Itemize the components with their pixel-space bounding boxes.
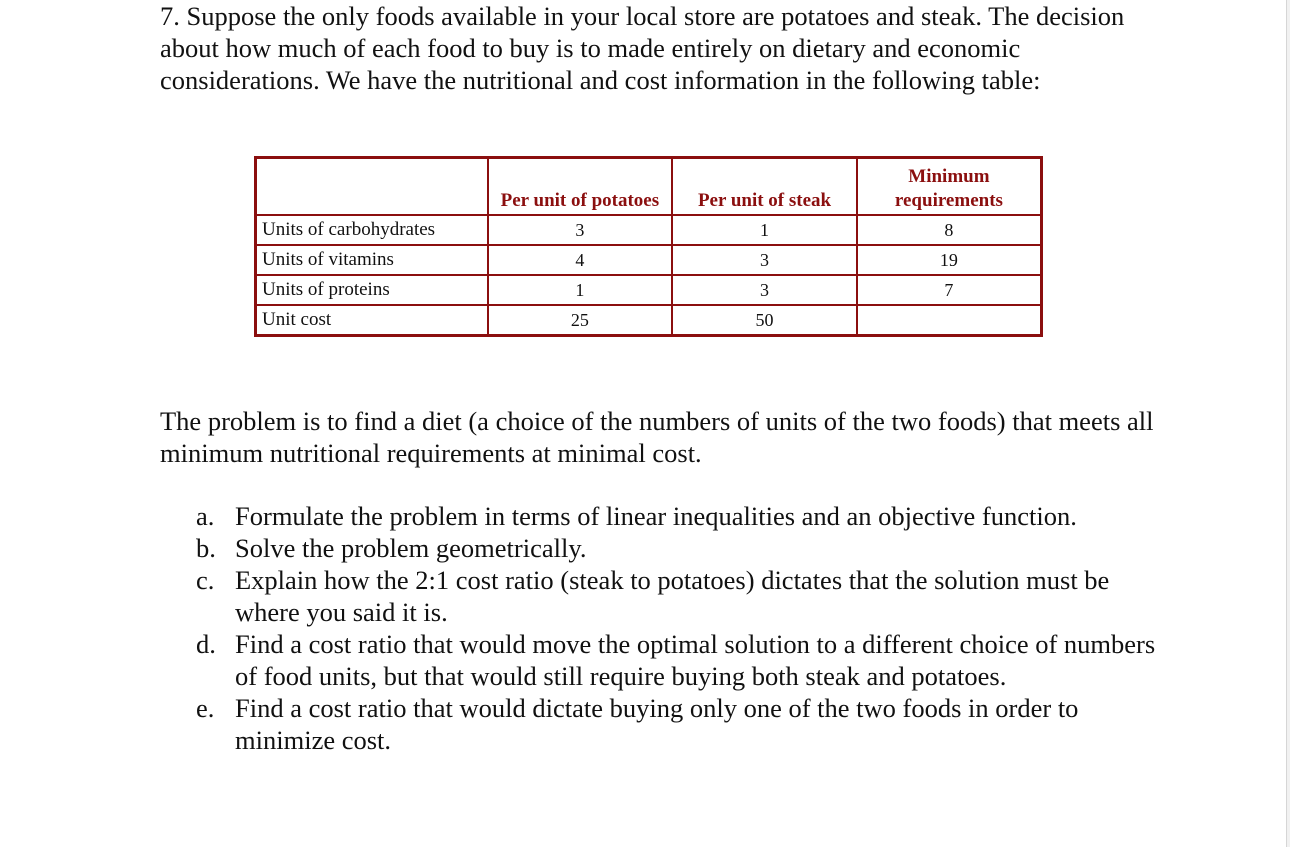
question-letter: e. [196, 693, 215, 723]
question-letter: d. [196, 629, 216, 659]
list-item [196, 628, 1156, 692]
question-text: Explain how the 2:1 cost ratio (steak to potatoes) dictates that the solution must be where you said it is. [235, 565, 1110, 627]
cell-minimum: 19 [857, 245, 1042, 275]
header-steak: Per unit of steak [672, 158, 857, 216]
header-potatoes: Per unit of potatoes [488, 158, 673, 216]
cell-minimum: 8 [857, 215, 1042, 245]
cell-steak: 3 [672, 245, 857, 275]
question-letter: b. [196, 533, 216, 563]
cell-steak: 1 [672, 215, 857, 245]
header-empty [256, 158, 488, 216]
cell-potatoes: 3 [488, 215, 673, 245]
cell-minimum: 7 [857, 275, 1042, 305]
cell-potatoes: 1 [488, 275, 673, 305]
table-row [256, 215, 1042, 245]
problem-intro: 7. Suppose the only foods available in your local store are potatoes and steak. The decision about how much of each food to buy is to made entirely on dietary and economic considerations. We have the nutritional and cost information in the following table: [160, 1, 1125, 95]
row-label: Units of proteins [256, 275, 488, 305]
cell-steak: 50 [672, 305, 857, 336]
list-item [196, 532, 1156, 564]
cell-potatoes: 25 [488, 305, 673, 336]
table-row [256, 275, 1042, 305]
list-item [196, 692, 1156, 756]
table-row [256, 245, 1042, 275]
header-minimum: Minimum requirements [857, 158, 1042, 216]
cell-minimum [857, 305, 1042, 336]
list-item [196, 500, 1156, 532]
question-text: Formulate the problem in terms of linear inequalities and an objective function. [235, 501, 1077, 531]
table-row [256, 305, 1042, 336]
question-text: Find a cost ratio that would dictate buying only one of the two foods in order to minimize cost. [235, 693, 1079, 755]
list-item [196, 564, 1156, 628]
problem-statement: The problem is to find a diet (a choice of the numbers of units of the two foods) that meets all minimum nutritional requirements at minimal cost. [160, 406, 1154, 468]
question-letter: c. [196, 565, 215, 595]
table-header-row [256, 158, 1042, 216]
row-label: Units of carbohydrates [256, 215, 488, 245]
question-text: Solve the problem geometrically. [235, 533, 587, 563]
cell-potatoes: 4 [488, 245, 673, 275]
question-list [196, 500, 1156, 756]
row-label: Unit cost [256, 305, 488, 336]
question-text: Find a cost ratio that would move the optimal solution to a different choice of numbers of food units, but that would still require buying both steak and potatoes. [235, 629, 1156, 691]
row-label: Units of vitamins [256, 245, 488, 275]
nutrition-cost-table [254, 156, 1043, 337]
question-letter: a. [196, 501, 215, 531]
cell-steak: 3 [672, 275, 857, 305]
